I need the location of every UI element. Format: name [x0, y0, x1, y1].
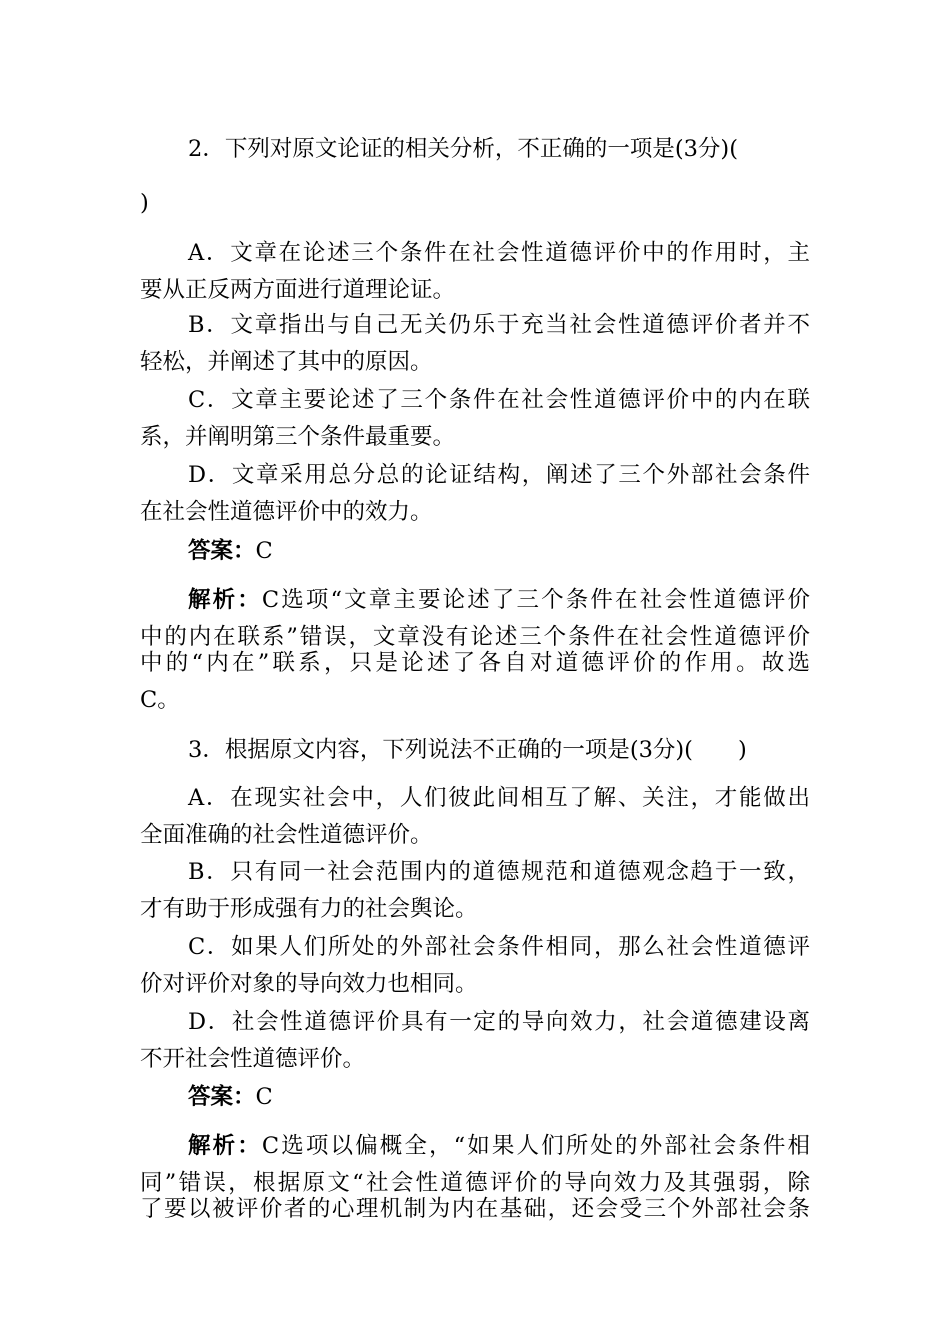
- q3-option-a-line-2: 全面准确的社会性道德评价。: [140, 822, 433, 848]
- q2-stem-line-1: 2．下列对原文论证的相关分析，不正确的一项是(3分)(: [188, 136, 738, 162]
- q2-option-c-line-1: C．文章主要论述了三个条件在社会性道德评价中的内在联: [188, 387, 810, 413]
- q2-option-d-line-2: 在社会性道德评价中的效力。: [140, 499, 433, 525]
- q3-answer-value: C: [255, 1084, 273, 1110]
- q2-analysis-label: 解析：: [188, 587, 262, 613]
- q2-option-b-line-2: 轻松，并阐述了其中的原因。: [140, 349, 433, 375]
- q2-answer: [188, 536, 810, 566]
- q2-option-d-line-1: D．文章采用总分总的论证结构，阐述了三个外部社会条件: [188, 462, 810, 488]
- q2-analysis-text-1: C选项“文章主要论述了三个条件在社会性道德评价: [261, 587, 810, 613]
- q2-answer-label: 答案：: [188, 538, 256, 564]
- q2-option-b-line-1: B．文章指出与自己无关仍乐于充当社会性道德评价者并不: [188, 312, 810, 338]
- q2-option-c-line-2: 系，并阐明第三个条件最重要。: [140, 424, 456, 450]
- q3-analysis-text-1: C选项以偏概全，“如果人们所处的外部社会条件相: [261, 1133, 810, 1159]
- q3-option-a-line-1: A．在现实社会中，人们彼此间相互了解、关注，才能做出: [188, 785, 810, 811]
- q2-option-a-line-2: 要从正反两方面进行道理论证。: [140, 277, 456, 303]
- q3-option-c-line-1: C．如果人们所处的外部社会条件相同，那么社会性道德评: [188, 934, 810, 960]
- q3-answer-label: 答案：: [188, 1084, 256, 1110]
- q3-option-b-line-2: 才有助于形成强有力的社会舆论。: [140, 896, 478, 922]
- q2-analysis-line-1: [188, 585, 810, 615]
- q3-answer: [188, 1082, 810, 1112]
- q3-option-d-line-1: D．社会性道德评价具有一定的导向效力，社会道德建设离: [188, 1009, 810, 1035]
- q2-stem-line-2: ): [140, 190, 149, 216]
- q3-option-d-line-2: 不开社会性道德评价。: [140, 1046, 366, 1072]
- q2-option-a-line-1: A．文章在论述三个条件在社会性道德评价中的作用时，主: [188, 240, 810, 266]
- q2-analysis-line-2: 中的内在联系”错误，文章没有论述三个条件在社会性道德评价: [140, 624, 810, 650]
- q3-stem: 3．根据原文内容，下列说法不正确的一项是(3分)( ): [188, 737, 747, 763]
- q3-analysis-line-3: 了要以被评价者的心理机制为内在基础，还会受三个外部社会条: [140, 1196, 810, 1222]
- q3-option-c-line-2: 价对评价对象的导向效力也相同。: [140, 971, 478, 997]
- q3-analysis-line-1: [188, 1131, 810, 1161]
- q2-analysis-line-3: 中的“内在”联系，只是论述了各自对道德评价的作用。故选: [140, 650, 810, 676]
- q3-analysis-label: 解析：: [188, 1133, 262, 1159]
- q3-analysis-line-2: 同”错误，根据原文“社会性道德评价的导向效力及其强弱，除: [140, 1170, 810, 1196]
- q3-option-b-line-1: B．只有同一社会范围内的道德规范和道德观念趋于一致，: [188, 859, 810, 885]
- q2-answer-value: C: [255, 538, 273, 564]
- q2-analysis-line-4: C。: [140, 687, 180, 713]
